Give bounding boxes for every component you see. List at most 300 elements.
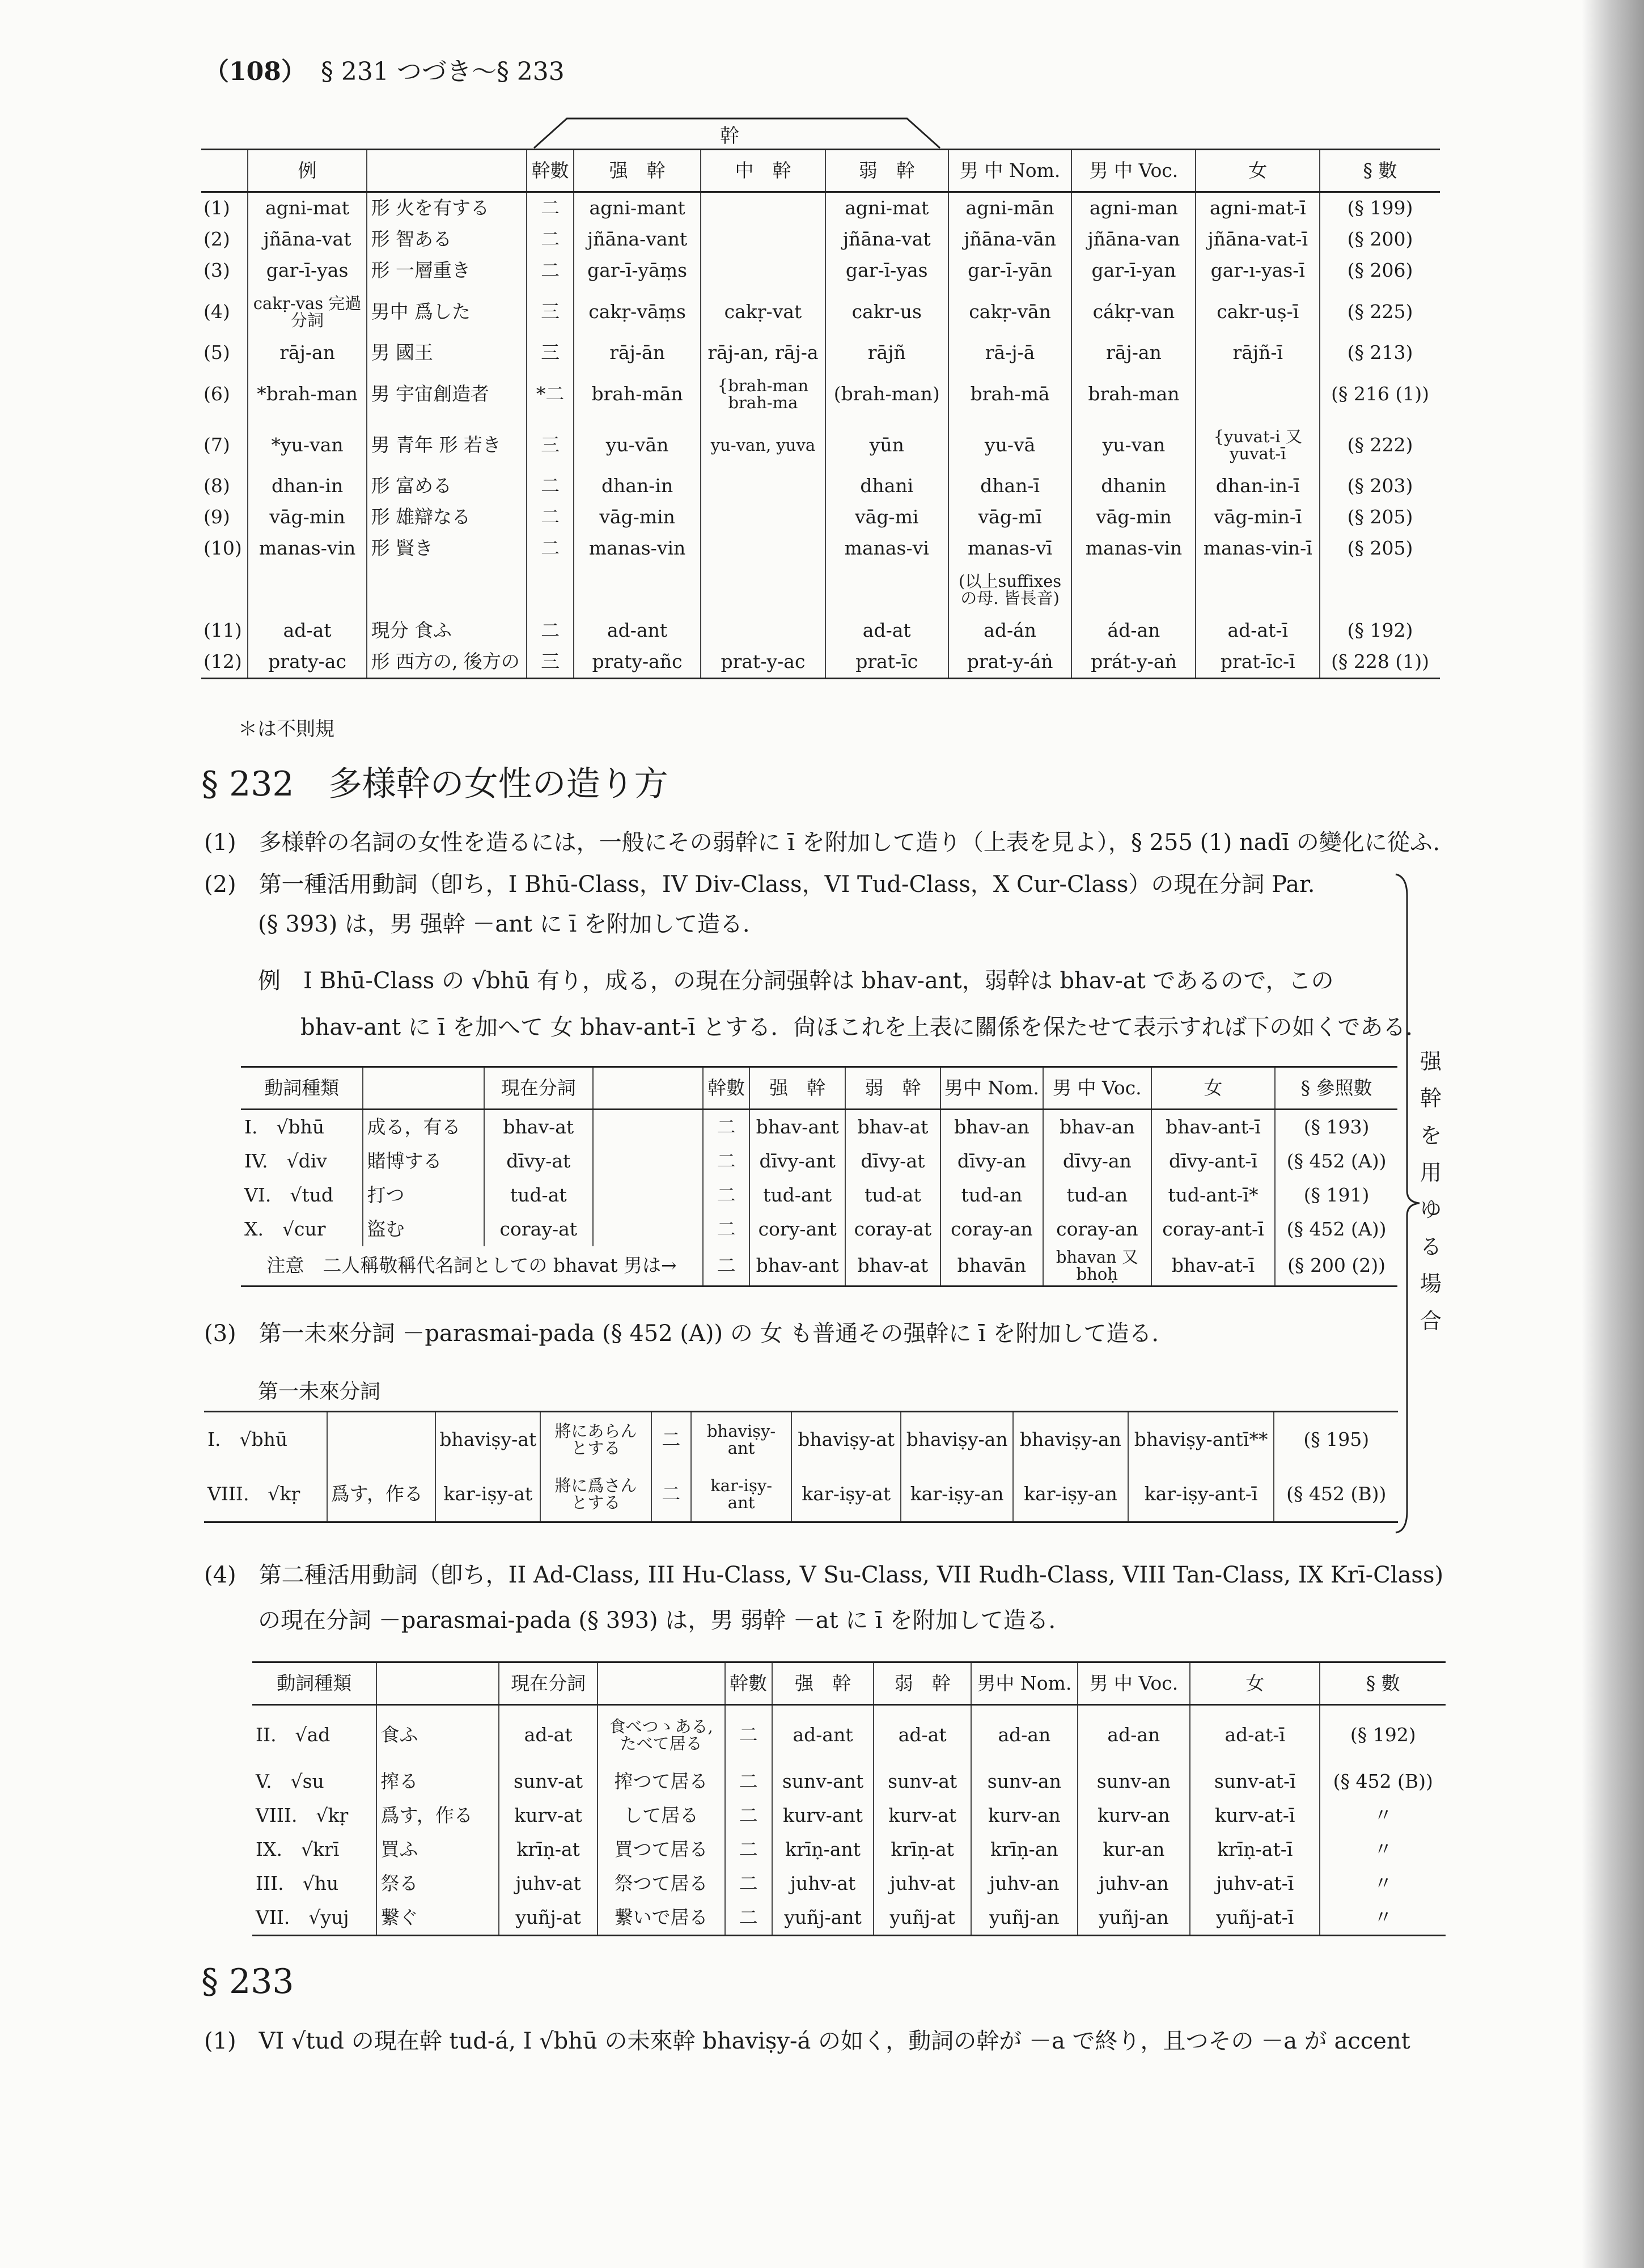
table-cell: {yuvat-i 又 yuvat-ī — [1196, 420, 1320, 471]
table-row — [201, 192, 1440, 225]
table-cell: rāj-an — [1071, 337, 1196, 369]
table-cell: agni-mat — [825, 192, 948, 225]
table-row — [241, 1144, 1397, 1178]
table-cell: tud-an — [1043, 1178, 1151, 1212]
table-cell: 男 青年 形 若き — [367, 420, 527, 471]
table-cell: IX. √krī — [256, 1838, 340, 1860]
table-cell: 盜む — [363, 1212, 484, 1246]
table-cell: tud-ant-ī* — [1151, 1178, 1275, 1212]
table-cell: sunv-ant — [772, 1765, 874, 1799]
table-cell: (§ 228 (1)) — [1320, 646, 1440, 679]
table-cell: ad-an — [1078, 1705, 1190, 1765]
table-cell: 繋いで居る — [598, 1901, 725, 1936]
table-cell — [1196, 369, 1320, 420]
table-cell: (§ 200) — [1320, 224, 1440, 255]
table-cell — [527, 564, 574, 615]
side-label-char: 合 — [1420, 1308, 1442, 1334]
table-cell: rāj-an — [248, 337, 367, 369]
table-cell — [701, 192, 825, 225]
table-cell: 三 — [527, 420, 574, 471]
table-cell: 爲す，作る — [327, 1467, 436, 1522]
table-row — [201, 502, 1440, 533]
table-cell: bhav-ant — [749, 1110, 845, 1145]
side-label-char: を — [1420, 1123, 1442, 1148]
table-row — [204, 1467, 1398, 1522]
table-cell: 二 — [527, 255, 574, 286]
column-header: 强 幹 — [772, 1662, 874, 1705]
table-cell: sunv-an — [971, 1765, 1078, 1799]
table-row — [252, 1901, 1446, 1936]
table-cell: (§ 222) — [1320, 420, 1440, 471]
table-cell: cakṛ-vāṃs — [574, 286, 701, 337]
table-cell: 二 — [527, 471, 574, 502]
table-cell: tud-ant — [749, 1178, 845, 1212]
table-row — [252, 1867, 1446, 1901]
table-cell: rāj-an, rāj-a — [701, 337, 825, 369]
table-row — [201, 420, 1440, 471]
table-cell — [593, 1212, 703, 1246]
column-header: § 數 — [1320, 150, 1440, 192]
table-cell: kurv-an — [1078, 1799, 1190, 1833]
stem-group-label: 幹 — [720, 125, 739, 147]
table-cell: manas-vi — [825, 533, 948, 564]
table-cell: dhan-in — [248, 471, 367, 502]
paragraph-232-4-cont: の現在分詞 －parasmai-pada (§ 393) は，男 弱幹 －at に ī を附加して造る． — [258, 1607, 1071, 1634]
table-cell: 搾つて居る — [598, 1765, 725, 1799]
table-cell: ad-at — [825, 615, 948, 646]
table-cell: brah-mān — [574, 369, 701, 420]
table-row — [201, 255, 1440, 286]
section-range: § 231 つづき～§ 233 — [320, 57, 565, 86]
table-cell: coray-an — [1043, 1212, 1151, 1246]
table-cell: praty-ac — [248, 646, 367, 679]
table-row — [204, 1412, 1398, 1467]
table-row — [241, 1178, 1397, 1212]
page-header — [204, 51, 565, 87]
table-cell: ád-an — [1071, 615, 1196, 646]
table-cell: VII. √yuj — [252, 1901, 376, 1936]
table-cell: (6) — [204, 382, 230, 405]
table-cell: 形 富める — [367, 471, 527, 502]
table-cell: yuñj-at — [499, 1901, 597, 1936]
table-cell: dhanin — [1071, 471, 1196, 502]
table-cell: 繋ぐ — [376, 1901, 499, 1936]
table-cell: dīvy-at — [845, 1144, 940, 1178]
table-cell: *yu-van — [248, 420, 367, 471]
table-cell: 二 — [703, 1110, 749, 1145]
table-cell: juhv-at-ī — [1190, 1867, 1320, 1901]
table-cell: *brah-man — [248, 369, 367, 420]
table-cell: V. √su — [256, 1770, 324, 1792]
column-header — [598, 1662, 725, 1705]
table-cell: kar-iṣy-at — [435, 1467, 540, 1522]
table-cell: 祭る — [376, 1867, 499, 1901]
table-cell: 買つて居る — [598, 1833, 725, 1867]
table-cell: kurv-at-ī — [1190, 1799, 1320, 1833]
table-cell: 二 — [703, 1144, 749, 1178]
table-cell: VI. √tud — [244, 1183, 334, 1206]
table-cell: jñāna-vat — [825, 224, 948, 255]
table-cell: coray-at — [845, 1212, 940, 1246]
table-cell: (§ 205) — [1320, 533, 1440, 564]
table-cell: prát-y-aṅ — [1071, 646, 1196, 679]
table-cell: ad-at — [248, 615, 367, 646]
table-cell: 男 國王 — [367, 337, 527, 369]
table-cell: 〃 — [1320, 1833, 1446, 1867]
table-cell: agni-mān — [948, 192, 1072, 225]
table-cell — [327, 1412, 436, 1467]
column-header — [363, 1067, 484, 1110]
table-cell: yu-vān — [574, 420, 701, 471]
table-cell: jñāna-vat-ī — [1196, 224, 1320, 255]
table-cell: brah-man — [1071, 369, 1196, 420]
column-header: 中 幹 — [701, 150, 825, 192]
table-cell: jñāna-van — [1071, 224, 1196, 255]
table-cell: (4) — [204, 300, 230, 323]
table-cell: sunv-an — [1078, 1765, 1190, 1799]
table-cell: bhav-at-ī — [1151, 1246, 1275, 1286]
paragraph-232-4: (4) 第二種活用動詞（卽ち，II Ad-Class, III Hu-Class, V Su-Class, VII Rudh-Class, VIII Tan-Class, IX Krī-Class) — [204, 1562, 1444, 1588]
table-cell — [593, 1144, 703, 1178]
example-line: 例 I Bhū-Class の √bhū 有り，成る，の現在分詞强幹は bhav-ant，弱幹は bhav-at であるので，この — [258, 968, 1334, 994]
table-cell: kar-iṣy- ant — [691, 1467, 791, 1522]
table-cell: cakṛ-vat — [701, 286, 825, 337]
table-cell: (2) — [204, 228, 230, 251]
table-header-row — [241, 1067, 1397, 1110]
table-cell: 三 — [527, 646, 574, 679]
table-cell: bhaviṣy-an — [901, 1412, 1013, 1467]
table-cell: 二 — [725, 1833, 772, 1867]
table-cell: (9) — [204, 506, 230, 528]
table-cell — [593, 1178, 703, 1212]
table-cell: yuñj-ant — [772, 1901, 874, 1936]
table-cell: III. √hu — [256, 1872, 339, 1894]
table-cell: gar-ī-yāṃs — [574, 255, 701, 286]
table-cell: 現分 食ふ — [367, 615, 527, 646]
table-cell: rā-j-ā — [948, 337, 1072, 369]
table-cell: II. √ad — [256, 1723, 331, 1746]
table-cell: juhv-at — [874, 1867, 971, 1901]
table-cell: agni-man — [1071, 192, 1196, 225]
column-header: 幹數 — [703, 1067, 749, 1110]
table-cell: jñāna-vān — [948, 224, 1072, 255]
table-cell: cakr-uṣ-ī — [1196, 286, 1320, 337]
paragraph-232-2-cont: (§ 393) は，男 强幹 －ant に ī を附加して造る． — [258, 911, 766, 937]
section-232-title: § 232 多様幹の女性の造り方 — [201, 764, 668, 804]
column-header: 弱 幹 — [825, 150, 948, 192]
table-cell: sunv-at — [499, 1765, 597, 1799]
column-header: § 數 — [1320, 1662, 1446, 1705]
table-cell: 形 賢き — [367, 533, 527, 564]
table-cell: kar-iṣy-an — [901, 1467, 1013, 1522]
table-cell: juhv-an — [1078, 1867, 1190, 1901]
table-cell: (§ 199) — [1320, 192, 1440, 225]
table-cell: praty-añc — [574, 646, 701, 679]
table-cell: 二 — [725, 1867, 772, 1901]
table-row — [201, 471, 1440, 502]
table-cell: 二 — [725, 1901, 772, 1936]
table-cell: yūn — [825, 420, 948, 471]
table-cell: sunv-at-ī — [1190, 1765, 1320, 1799]
table-cell: bhaviṣy- ant — [691, 1412, 791, 1467]
column-header: 男 中 Voc. — [1043, 1067, 1151, 1110]
table-cell: 食ふ — [376, 1705, 499, 1765]
table-cell — [1071, 564, 1196, 615]
paragraph-232-2: (2) 第一種活用動詞（卽ち，I Bhū-Class，IV Div-Class，VI Tud-Class，X Cur-Class）の現在分詞 Par. — [204, 871, 1315, 898]
table-cell: (§ 206) — [1320, 255, 1440, 286]
table-cell: vāg-mi — [825, 502, 948, 533]
table-cell: agni-mat — [248, 192, 367, 225]
table-cell: 祭つて居る — [598, 1867, 725, 1901]
table-cell: manas-vin — [1071, 533, 1196, 564]
column-header: 女 — [1151, 1067, 1275, 1110]
table-cell: yu-van, yuva — [701, 420, 825, 471]
second-conjugation-participle-table — [252, 1661, 1446, 1936]
table-cell: 〃 — [1320, 1867, 1446, 1901]
table-cell: 二 — [527, 615, 574, 646]
table-cell: bhav-at — [845, 1246, 940, 1286]
table-cell: rājñ-ī — [1196, 337, 1320, 369]
table-cell: 賭博する — [363, 1144, 484, 1178]
table-cell: VIII. √kṛ — [256, 1804, 349, 1826]
table-cell: agni-mant — [574, 192, 701, 225]
table-cell: bhavān — [940, 1246, 1043, 1286]
side-label-char: ゆ — [1420, 1197, 1442, 1222]
column-header: 現在分詞 — [484, 1067, 593, 1110]
table-cell — [701, 224, 825, 255]
table-cell: prat-īc-ī — [1196, 646, 1320, 679]
table-cell: prat-y-áṅ — [948, 646, 1072, 679]
section-233-title: § 233 — [201, 1962, 294, 2002]
column-header: 例 — [248, 150, 367, 192]
table-cell: (brah-man) — [825, 369, 948, 420]
table-cell: 二 — [527, 533, 574, 564]
future-participle-label: 第一未來分詞 — [258, 1380, 381, 1403]
table-cell — [701, 615, 825, 646]
table-cell: sunv-at — [874, 1765, 971, 1799]
table-cell: 形 一層重き — [367, 255, 527, 286]
table-cell: juhv-at — [772, 1867, 874, 1901]
column-header: 男 中 Voc. — [1071, 150, 1196, 192]
table-cell: vāg-min-ī — [1196, 502, 1320, 533]
table-cell: tud-at — [484, 1178, 593, 1212]
table-cell: cakr-us — [825, 286, 948, 337]
table-cell: (§ 452 (A)) — [1275, 1144, 1397, 1178]
table-cell: bhaviṣy-at — [435, 1412, 540, 1467]
table-cell: ad-an — [971, 1705, 1078, 1765]
column-header: 幹數 — [725, 1662, 772, 1705]
table-cell: gar-ī-yas — [248, 255, 367, 286]
table-cell: ad-at-ī — [1190, 1705, 1320, 1765]
table-cell: jñāna-vat — [248, 224, 367, 255]
table-cell: (§ 193) — [1275, 1110, 1397, 1145]
table-cell: (12) — [201, 646, 248, 679]
table-cell: bhav-an — [1043, 1110, 1151, 1145]
side-label-char: る — [1420, 1234, 1442, 1259]
paragraph-232-3: (3) 第一未來分詞 －parasmai-pada (§ 452 (A)) の 女 も普通その强幹に ī を附加して造る． — [204, 1321, 1175, 1347]
table-cell: 二 — [527, 192, 574, 225]
table-cell: {brah-man brah-ma — [701, 369, 825, 420]
table-cell: yuñj-an — [971, 1901, 1078, 1936]
table-cell: dīvy-at — [484, 1144, 593, 1178]
column-header: 動詞種類 — [252, 1662, 376, 1705]
table-cell: brah-mā — [948, 369, 1072, 420]
table-cell: 三 — [527, 286, 574, 337]
strong-stem-side-label — [1417, 1043, 1444, 1340]
table-cell: cakṛ-vas 完過分詞 — [248, 286, 367, 337]
table-cell: 二 — [725, 1799, 772, 1833]
table-row — [252, 1705, 1446, 1765]
table-cell: kurv-an — [971, 1799, 1078, 1833]
table-cell: dhan-in — [574, 471, 701, 502]
table-cell: juhv-at — [499, 1867, 597, 1901]
table-cell: vāg-min — [574, 502, 701, 533]
table-row — [201, 224, 1440, 255]
table-cell: *二 — [527, 369, 574, 420]
table-cell: krīṇ-at — [499, 1833, 597, 1867]
table-cell: ad-ant — [574, 615, 701, 646]
column-header: 弱 幹 — [874, 1662, 971, 1705]
table-cell: cákṛ-van — [1071, 286, 1196, 337]
column-header: 男中 Nom. — [940, 1067, 1043, 1110]
table-cell: 形 雄辯なる — [367, 502, 527, 533]
table-cell: 搾る — [376, 1765, 499, 1799]
table-cell: bhav-ant-ī — [1151, 1110, 1275, 1145]
table-row — [201, 286, 1440, 337]
table-cell: dhan-ī — [948, 471, 1072, 502]
table-cell: (3) — [204, 259, 230, 282]
table-row — [201, 615, 1440, 646]
suffix-note-cell: (以上suffixes の母. 皆長音) — [948, 564, 1072, 615]
table-cell — [1320, 564, 1440, 615]
table-cell: prat-īc — [825, 646, 948, 679]
table-cell: bhav-ant — [749, 1246, 845, 1286]
table-cell: ad-at — [499, 1705, 597, 1765]
table-cell: 將に爲さん とする — [540, 1467, 651, 1522]
table-cell: kurv-at — [874, 1799, 971, 1833]
table-cell: 〃 — [1320, 1901, 1446, 1936]
table-cell: (1) — [204, 197, 230, 219]
table-cell: 二 — [651, 1412, 691, 1467]
table-cell: VIII. √kṛ — [204, 1467, 327, 1522]
irregular-footnote: ＊は不則規 — [238, 718, 334, 741]
table-cell: I. √bhū — [204, 1412, 327, 1467]
table-cell: bhav-at — [484, 1110, 593, 1145]
table-cell: krīṇ-ant — [772, 1833, 874, 1867]
table-cell: dīvy-an — [1043, 1144, 1151, 1178]
table-cell: 二 — [725, 1765, 772, 1799]
table-cell — [701, 564, 825, 615]
table-cell: (11) — [204, 619, 242, 642]
table-cell: coray-an — [940, 1212, 1043, 1246]
table-row — [201, 646, 1440, 679]
table-cell: I. √bhū — [244, 1115, 325, 1138]
table-cell: (§ 195) — [1274, 1412, 1398, 1467]
column-header: 女 — [1190, 1662, 1320, 1705]
table-cell: (§ 205) — [1320, 502, 1440, 533]
table-cell: (§ 216 (1)) — [1320, 369, 1440, 420]
table-cell: 男中 爲した — [367, 286, 527, 337]
column-header: 强 幹 — [574, 150, 701, 192]
table-cell: (§ 452 (A)) — [1275, 1212, 1397, 1246]
table-cell — [367, 564, 527, 615]
table-row — [252, 1799, 1446, 1833]
table-cell: krīṇ-an — [971, 1833, 1078, 1867]
table-cell: kurv-at — [499, 1799, 597, 1833]
table-cell: dhani — [825, 471, 948, 502]
table-cell: X. √cur — [244, 1217, 326, 1240]
table-cell: cakṛ-vān — [948, 286, 1072, 337]
table-cell — [701, 533, 825, 564]
table-row — [241, 1110, 1397, 1145]
table-cell: (§ 452 (B)) — [1274, 1467, 1398, 1522]
table-cell: bhaviṣy-an — [1013, 1412, 1128, 1467]
table-row — [201, 369, 1440, 420]
table-row — [201, 533, 1440, 564]
table-cell: yuñj-at — [874, 1901, 971, 1936]
table-row — [252, 1833, 1446, 1867]
column-header — [367, 150, 527, 192]
column-header: 弱 幹 — [845, 1067, 940, 1110]
table-cell: (§ 213) — [1320, 337, 1440, 369]
table-cell: 將にあらん とする — [540, 1412, 651, 1467]
table-cell: gar-ī-yas — [825, 255, 948, 286]
column-header: 女 — [1196, 150, 1320, 192]
table-cell: (§ 192) — [1320, 1705, 1446, 1765]
table-cell: agni-mat-ī — [1196, 192, 1320, 225]
table-cell — [574, 564, 701, 615]
table-cell: rāj-ān — [574, 337, 701, 369]
table-cell — [248, 564, 367, 615]
column-header: 男中 Nom. — [971, 1662, 1078, 1705]
table-cell: jñāna-vant — [574, 224, 701, 255]
table-cell — [701, 502, 825, 533]
table-cell: manas-vin — [248, 533, 367, 564]
table-cell: dīvy-ant-ī — [1151, 1144, 1275, 1178]
table-row — [201, 337, 1440, 369]
column-header — [376, 1662, 499, 1705]
table-cell: yu-van — [1071, 420, 1196, 471]
table-cell: 二 — [527, 224, 574, 255]
table-cell: 二 — [703, 1178, 749, 1212]
table-cell: juhv-an — [971, 1867, 1078, 1901]
column-header: 男 中 Voc. — [1078, 1662, 1190, 1705]
table-cell: kur-an — [1078, 1833, 1190, 1867]
scan-edge-shadow — [1582, 0, 1644, 2268]
page-number: （108） — [204, 57, 306, 86]
table-cell: 二 — [725, 1705, 772, 1765]
table-cell: rājñ — [825, 337, 948, 369]
table-cell: bhaviṣy-antī** — [1128, 1412, 1274, 1467]
table-cell: (§ 191) — [1275, 1178, 1397, 1212]
table-row — [252, 1765, 1446, 1799]
table-cell: gar-ī-yan — [1071, 255, 1196, 286]
table-cell: bhav-an — [940, 1110, 1043, 1145]
table-cell: ad-at-ī — [1196, 615, 1320, 646]
table-cell: 成る，有る — [363, 1110, 484, 1145]
table-cell — [825, 564, 948, 615]
table-cell: 買ふ — [376, 1833, 499, 1867]
first-conjugation-participle-table — [241, 1066, 1397, 1287]
table-cell: 二 — [703, 1212, 749, 1246]
example-line-cont: bhav-ant に ī を加へて 女 bhav-ant-ī とする．尙ほこれを上表に關係を保たせて表示すれば下の如くである． — [300, 1014, 1429, 1040]
column-header: 現在分詞 — [499, 1662, 597, 1705]
column-header: 男 中 Nom. — [948, 150, 1072, 192]
table-cell: bhavan 又 bhoḥ — [1043, 1246, 1151, 1286]
table-cell: vāg-mī — [948, 502, 1072, 533]
table-header-row — [252, 1662, 1446, 1705]
table-cell — [201, 564, 248, 615]
